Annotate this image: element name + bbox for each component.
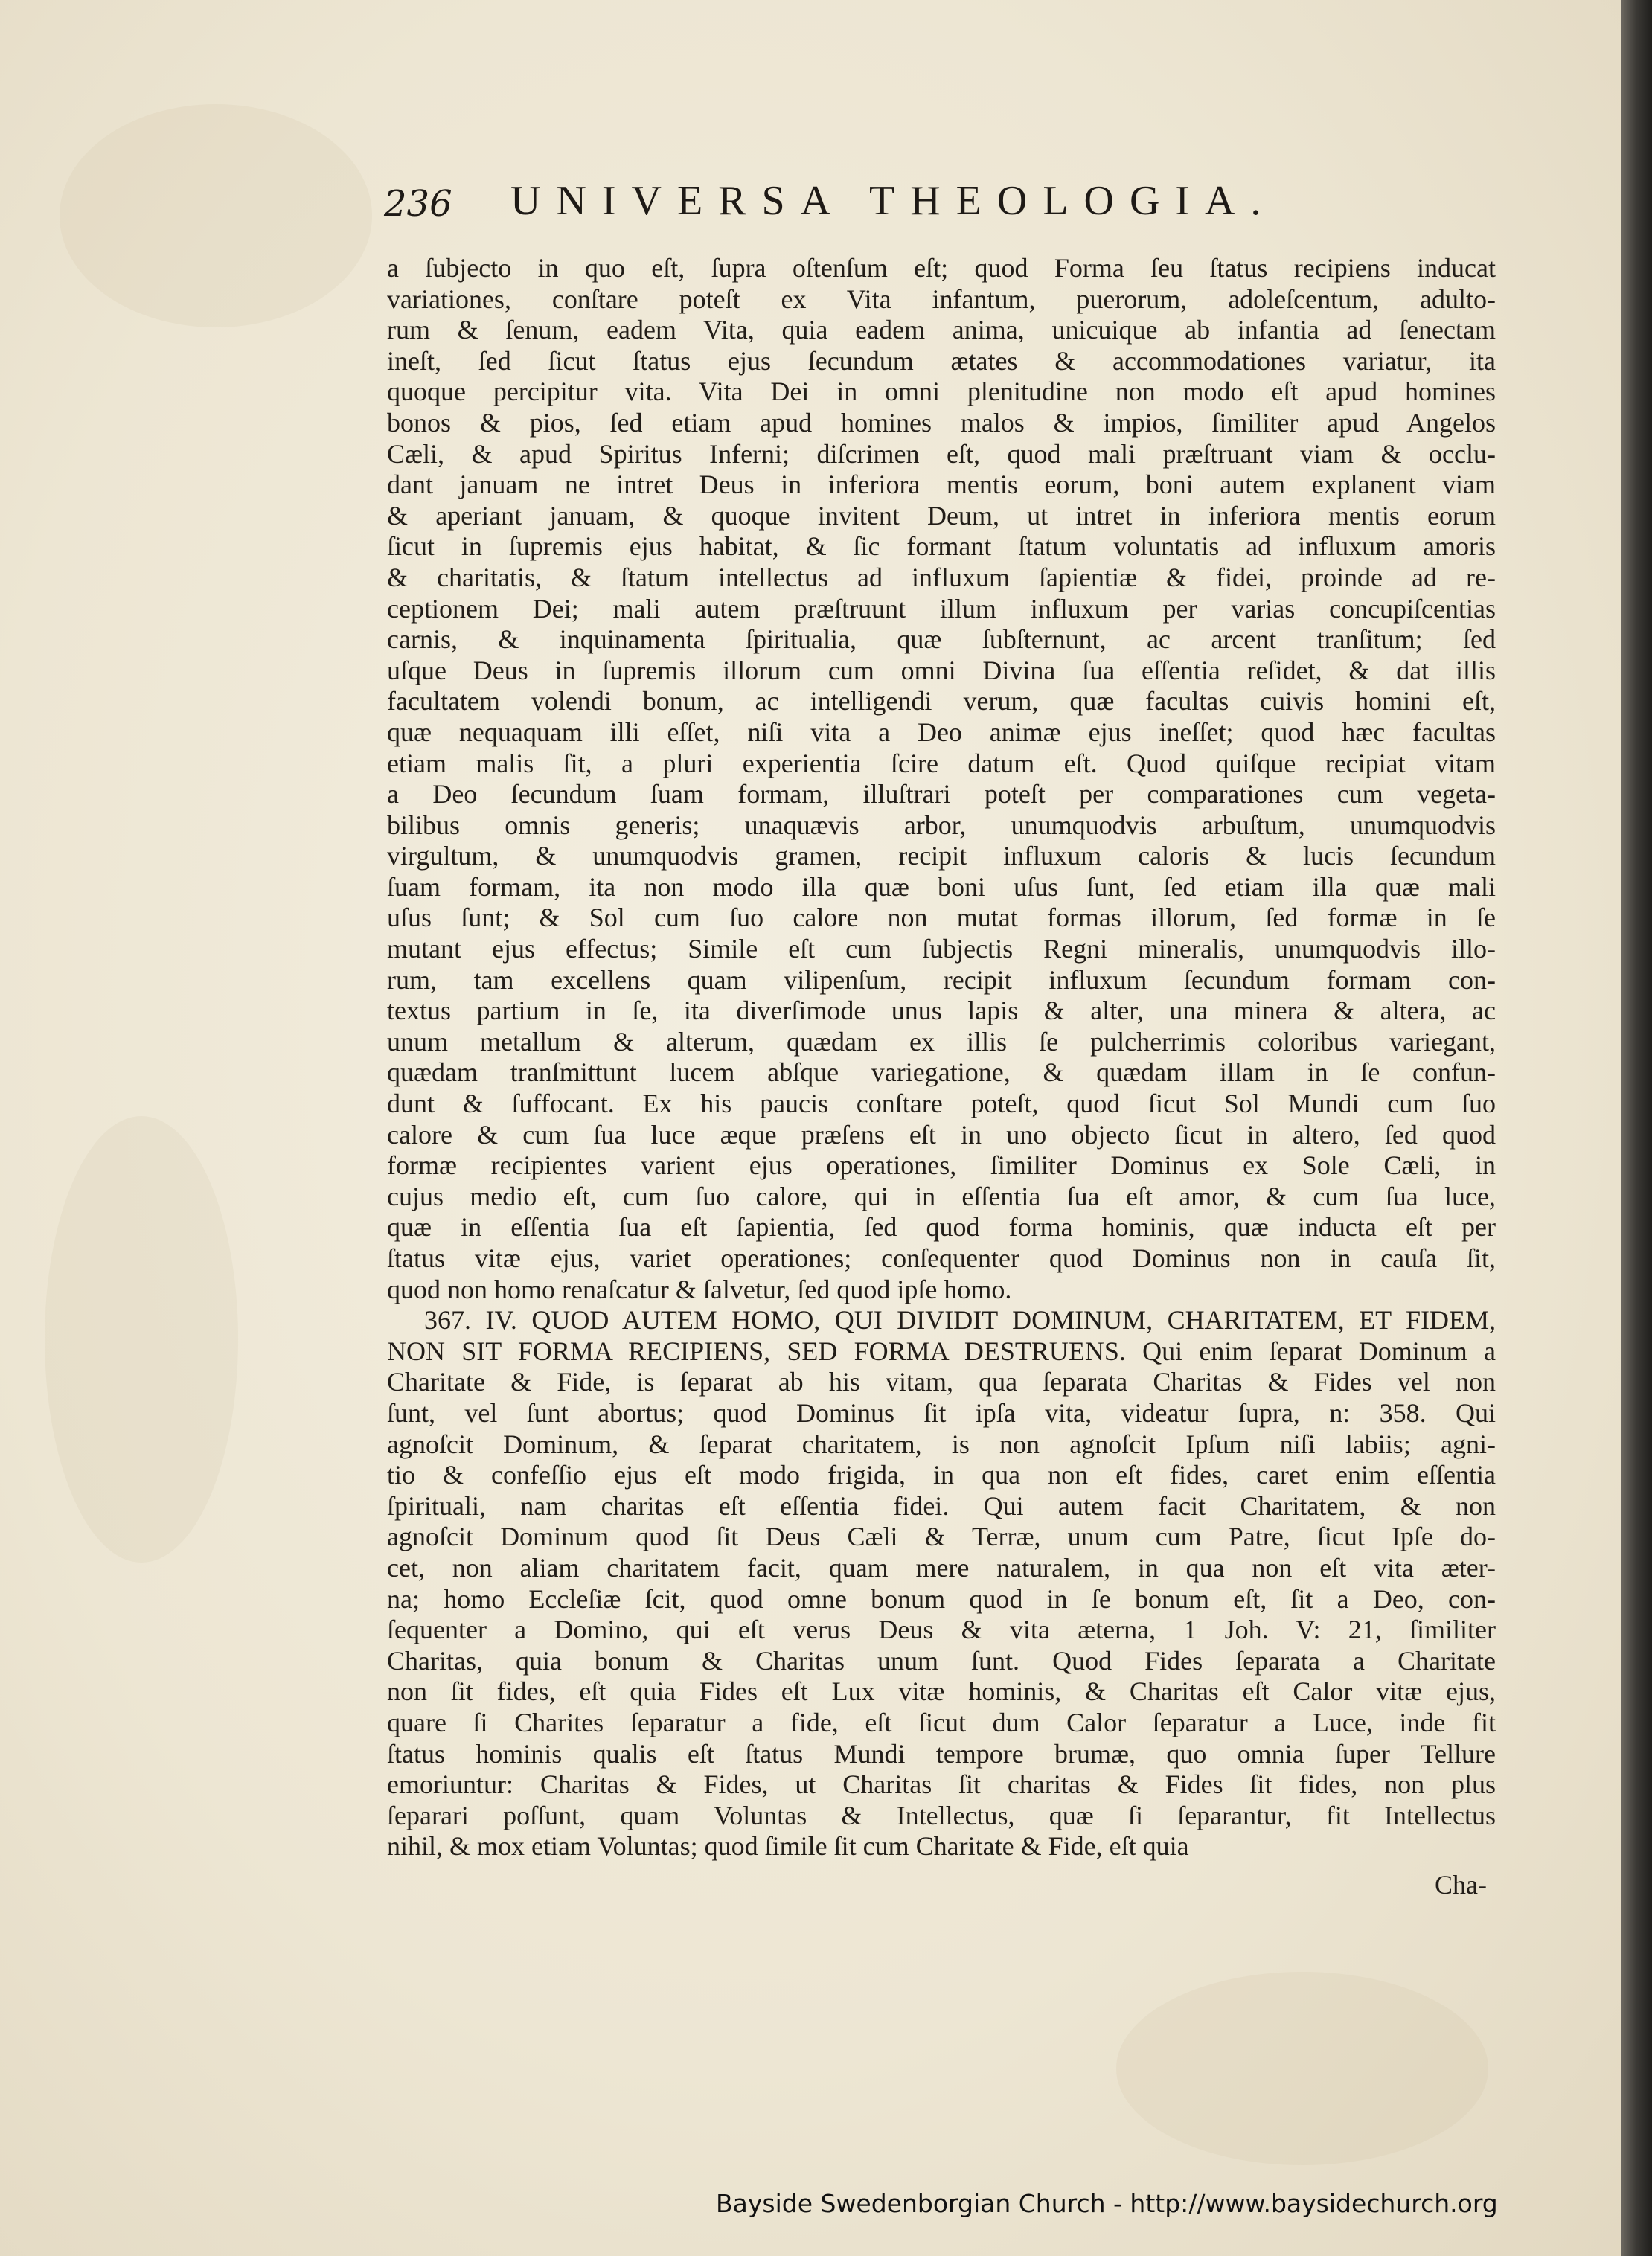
text-line: carnis, & inquinamenta ſpiritualia, quæ ſubſternunt, ac arcent tranſitum; ſed	[387, 624, 1496, 655]
text-line: ſeparari poſſunt, quam Voluntas & Intellectus, quæ ſi ſeparantur, fit Intellectus	[387, 1800, 1496, 1830]
body-text	[387, 253, 1496, 1862]
text-line: quoque percipitur vita. Vita Dei in omni plenitudine non modo eſt apud homines	[387, 376, 1496, 407]
text-line: dant januam ne intret Deus in inferiora mentis eorum, boni autem explanent viam	[387, 470, 1496, 500]
text-line: virgultum, & unumquodvis gramen, recipit influxum caloris & lucis ſecundum	[387, 841, 1496, 871]
text-line: calore & cum ſua luce æque præſens eſt in uno objecto ſicut in altero, ſed quod	[387, 1119, 1496, 1150]
text-line: & charitatis, & ſtatum intellectus ad influxum ſapientiæ & fidei, proinde ad re-	[387, 562, 1496, 592]
page-header	[384, 177, 1403, 237]
text-line: emoriuntur: Charitas & Fides, ut Charitas ſit charitas & Fides ſit fides, non plus	[387, 1769, 1496, 1800]
text-line: non ſit fides, eſt quia Fides eſt Lux vitæ hominis, & Charitas eſt Calor vitæ ejus,	[387, 1676, 1496, 1707]
text-line: 367. IV. QUOD AUTEM HOMO, QUI DIVIDIT DOMINUM, CHARITATEM, ET FIDEM,	[424, 1305, 1496, 1336]
text-line: agnoſcit Dominum quod ſit Deus Cæli & Terræ, unum cum Patre, ſicut Ipſe do-	[387, 1522, 1496, 1552]
text-line: ceptionem Dei; mali autem præſtruunt illum influxum per varias concupiſcentias	[387, 593, 1496, 624]
text-line: formæ recipientes varient ejus operationes, ſimiliter Dominus ex Sole Cæli, in	[387, 1150, 1496, 1181]
text-line: agnoſcit Dominum, & ſeparat charitatem, is non agnoſcit Ipſum niſi labiis; agni-	[387, 1429, 1496, 1459]
text-line: quæ in eſſentia ſua eſt ſapientia, ſed quod forma hominis, quæ inducta eſt per	[387, 1212, 1496, 1243]
text-line: a ſubjecto in quo eſt, ſupra oſtenſum eſt; quod Forma ſeu ſtatus recipiens inducat	[387, 253, 1496, 283]
text-line: nihil, & mox etiam Voluntas; quod ſimile ſit cum Charitate & Fide, eſt quia	[387, 1831, 1189, 1862]
text-line: NON SIT FORMA RECIPIENS, SED FORMA DESTRUENS. Qui enim ſeparat Dominum a	[387, 1336, 1496, 1366]
text-line: uſque Deus in ſupremis illorum cum omni Divina ſua eſſentia reſidet, & dat illis	[387, 655, 1496, 685]
text-line: uſus ſunt; & Sol cum ſuo calore non mutat formas illorum, ſed formæ in ſe	[387, 903, 1496, 933]
text-line: Charitate & Fide, is ſeparat ab his vitam, qua ſeparata Charitas & Fides vel non	[387, 1367, 1496, 1397]
text-line: cet, non aliam charitatem facit, quam mere naturalem, in qua non eſt vita æter-	[387, 1552, 1496, 1583]
text-line: dunt & ſuffocant. Ex his paucis conſtare poteſt, quod ſicut Sol Mundi cum ſuo	[387, 1089, 1496, 1119]
text-line: ſunt, vel ſunt abortus; quod Dominus ſit ipſa vita, videatur ſupra, n: 358. Qui	[387, 1397, 1496, 1428]
text-line: quæ nequaquam illi eſſet, niſi vita a Deo animæ ejus ineſſet; quod hæc facultas	[387, 717, 1496, 747]
running-title: UNIVERSA THEOLOGIA.	[510, 178, 1277, 224]
text-line: quare ſi Charites ſeparatur a fide, eſt ſicut dum Calor ſeparatur a Luce, inde fit	[387, 1707, 1496, 1737]
text-line: na; homo Eccleſiæ ſcit, quod omne bonum quod in ſe bonum eſt, ſit a Deo, con-	[387, 1583, 1496, 1614]
text-line: facultatem volendi bonum, ac intelligendi verum, quæ facultas cuivis homini eſt,	[387, 686, 1496, 717]
text-line: bonos & pios, ſed etiam apud homines malos & impios, ſimiliter apud Angelos	[387, 407, 1496, 438]
text-line: rum & ſenum, eadem Vita, quia eadem anima, unicuique ab infantia ad ſenectam	[387, 315, 1496, 345]
text-line: variationes, conſtare poteſt ex Vita infantum, puerorum, adoleſcentum, adulto-	[387, 283, 1496, 314]
text-line: ſtatus vitæ ejus, variet operationes; conſequenter quod Dominus non in cauſa ſit,	[387, 1243, 1496, 1273]
page-edge-shadow	[1621, 0, 1652, 2256]
text-line: ſuam formam, ita non modo illa quæ boni uſus ſunt, ſed etiam illa quæ mali	[387, 871, 1496, 902]
text-line: & aperiant januam, & quoque invitent Deum, ut intret in inferiora mentis eorum	[387, 500, 1496, 531]
text-line: mutant ejus effectus; Simile eſt cum ſubjectis Regni mineralis, unumquodvis illo-	[387, 934, 1496, 964]
paper-stain	[45, 1116, 238, 1563]
text-line: bilibus omnis generis; unaquævis arbor, unumquodvis arbuſtum, unumquodvis	[387, 810, 1496, 840]
text-line: ineſt, ſed ſicut ſtatus ejus ſecundum ætates & accommodationes variatur, ita	[387, 345, 1496, 376]
watermark-text: Bayside Swedenborgian Church - http://www.baysidechurch.org	[716, 2189, 1498, 2218]
text-line: rum, tam excellens quam vilipenſum, recipit influxum ſecundum formam con-	[387, 964, 1496, 995]
text-line: textus partium in ſe, ita diverſimode unus lapis & alter, una minera & altera, ac	[387, 996, 1496, 1026]
text-line: quædam tranſmittunt lucem abſque variegatione, & quædam illam in ſe confun-	[387, 1057, 1496, 1088]
catchword: Cha-	[1435, 1870, 1487, 1900]
text-line: quod non homo renaſcatur & ſalvetur, ſed quod ipſe homo.	[387, 1274, 1012, 1304]
text-line: cujus medio eſt, cum ſuo calore, qui in eſſentia ſua eſt amor, & cum ſua luce,	[387, 1181, 1496, 1211]
text-line: Charitas, quia bonum & Charitas unum ſunt. Quod Fides ſeparata a Charitate	[387, 1645, 1496, 1676]
paper-stain	[60, 104, 372, 327]
text-line: ſpirituali, nam charitas eſt eſſentia fidei. Qui autem facit Charitatem, & non	[387, 1490, 1496, 1521]
text-line: tio & confeſſio ejus eſt modo frigida, in qua non eſt fides, caret enim eſſentia	[387, 1460, 1496, 1490]
text-line: ſtatus hominis qualis eſt ſtatus Mundi tempore brumæ, quo omnia ſuper Tellure	[387, 1738, 1496, 1769]
text-line: a Deo ſecundum ſuam formam, illuſtrari poteſt per comparationes cum vegeta-	[387, 779, 1496, 810]
page-number: 236	[384, 183, 452, 225]
paper-stain	[1116, 1972, 1488, 2165]
text-line: ſequenter a Domino, qui eſt verus Deus & vita æterna, 1 Joh. V: 21, ſimiliter	[387, 1615, 1496, 1645]
text-line: ſicut in ſupremis ejus habitat, & ſic formant ſtatum voluntatis ad influxum amoris	[387, 531, 1496, 562]
text-line: Cæli, & apud Spiritus Inferni; diſcrimen eſt, quod mali præſtruant viam & occlu-	[387, 438, 1496, 469]
text-line: etiam malis ſit, a pluri experientia ſcire datum eſt. Quod quiſque recipiat vitam	[387, 748, 1496, 778]
text-line: unum metallum & alterum, quædam ex illis ſe pulcherrimis coloribus variegant,	[387, 1026, 1496, 1057]
